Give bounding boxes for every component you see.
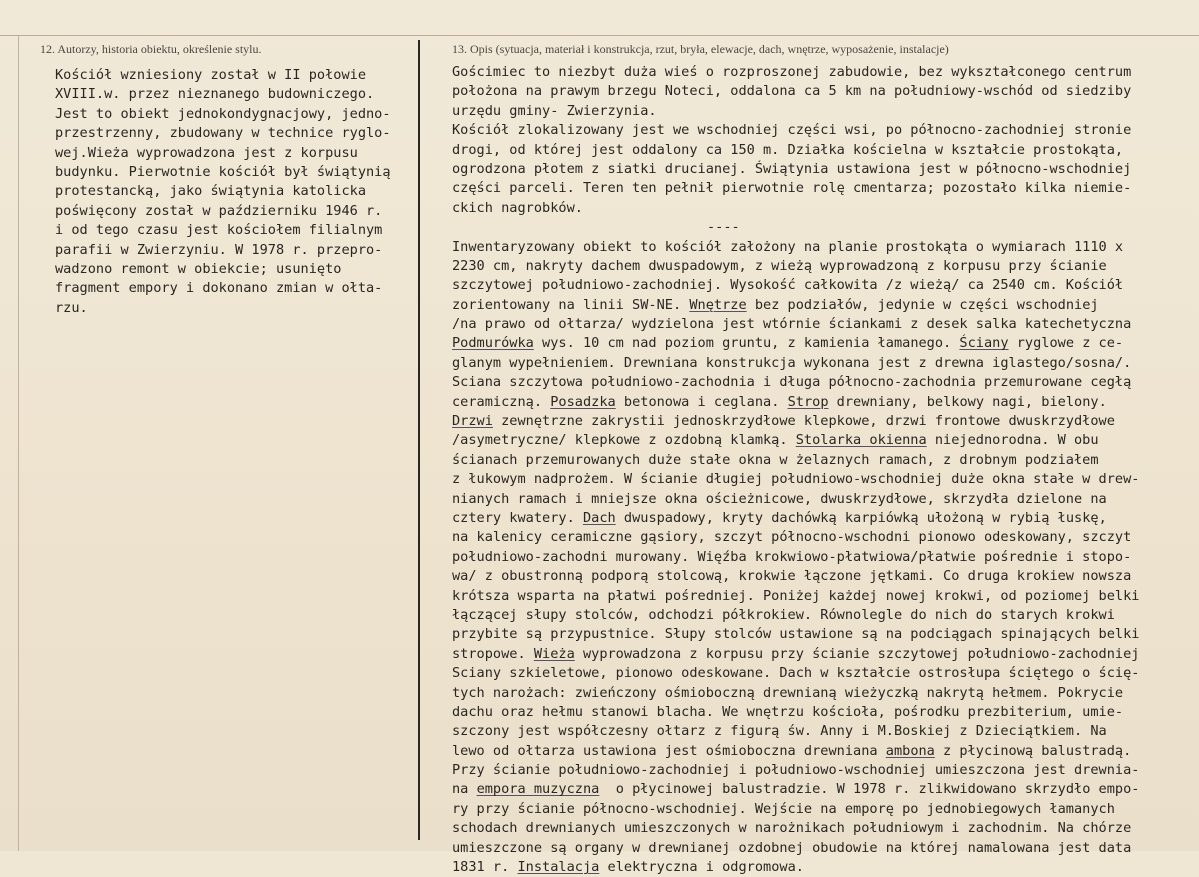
- text-line: części parceli. Teren ten pełnił pierwotnie rolę cmentarza; pozostało kilka niemie-: [452, 180, 1132, 197]
- text-line: drogi, od której jest oddalony ca 150 m. Działka kościelna w kształcie prostokąta,: [452, 141, 1124, 158]
- section-separator: ----: [707, 219, 740, 236]
- text-line: na empora muzyczna o płycinowej balustradzie. W 1978 r. zlikwidowano skrzydło empo-: [452, 781, 1140, 798]
- text-line: krótsza wsparta na płatwi pośredniej. Poniżej każdej nowej krokwi, od poziomej belki: [452, 587, 1140, 604]
- underlined-term: Ściany: [959, 335, 1009, 352]
- text-line: południowo-zachodni murowany. Więźba krokwiowo-płatwiowa/płatwie pośrednie i stopo-: [452, 548, 1132, 565]
- section-12-text: [55, 66, 391, 318]
- text-line: glanym wypełnieniem. Drewniana konstrukcja wykonana jest z drewna iglastego/sosna/.: [452, 354, 1132, 371]
- text-line: /na prawo od ołtarza/ wydzielona jest wtórnie ściankami z desek salka katechetyczna: [452, 316, 1132, 333]
- text-line: wa/ z obustronną podporą stolcową, krokwie łączone jętkami. Co druga krokiew nowsza: [452, 568, 1132, 585]
- text-line: nianych ramach i mniejsze okna ościeżnicowe, dwuskrzydłowe, skrzydła dzielone na: [452, 490, 1107, 507]
- text-line: Sciana szczytowa południowo-zachodnia i długa północno-zachodnia przemurowane cegłą: [452, 374, 1132, 391]
- text-line: rzu.: [55, 299, 88, 316]
- section-13-heading: 13. Opis (sytuacja, materiał i konstrukcja, rzut, bryła, elewacje, dach, wnętrze, wyposażenie, instalacje): [452, 42, 949, 56]
- text-line: Podmurówka wys. 10 cm nad poziom gruntu, z kamienia łamanego. Ściany ryglowe z ce-: [452, 335, 1124, 352]
- text-line: ry przy ścianie północno-wschodniej. Wejście na emporę po jednobiegowych łamanych: [452, 800, 1115, 817]
- text-line: schodach drewnianych umieszczonych w narożnikach południowym i zachodnim. Na chórze: [452, 820, 1132, 837]
- text-line: łączącej słupy stolców, odchodzi półkrokiew. Równolegle do nich do starych krokwi: [452, 606, 1115, 623]
- left-margin-line: [18, 36, 19, 851]
- text-line: wadzono remont w obiekcie; usunięto: [55, 260, 342, 277]
- text-line: z łukowym nadprożem. W ścianie długiej południowo-wschodniej duże okna stałe w drew-: [452, 471, 1140, 488]
- text-line: budynku. Pierwotnie kościół był świątynią: [55, 163, 391, 180]
- text-line: Drzwi zewnętrzne zakrystii jednoskrzydłowe klepkowe, drzwi frontowe dwuskrzydłowe: [452, 413, 1115, 430]
- text-line: poświęcony został w październiku 1946 r.: [55, 202, 383, 219]
- text-line: Inwentaryzowany obiekt to kościół założony na planie prostokąta o wymiarach 1110 x: [452, 238, 1124, 255]
- underlined-term: Podmurówka: [452, 335, 534, 352]
- text-line: /asymetryczne/ klepkowe z ozdobną klamką. Stolarka okienna niejednorodna. W obu: [452, 432, 1099, 449]
- text-line: wej.Wieża wyprowadzona jest z korpusu: [55, 144, 358, 161]
- text-line: położona na prawym brzegu Noteci, oddalona ca 5 km na południowy-wschód od siedziby: [452, 83, 1132, 100]
- text-line: ckich nagrobków.: [452, 199, 583, 216]
- text-line: fragment empory i dokonano zmian w ołta-: [55, 280, 383, 297]
- text-line: 1831 r. Instalacja elektryczna i odgromowa.: [452, 859, 804, 876]
- underlined-term: Strop: [787, 393, 829, 410]
- text-line: tych narożach: zwieńczony ośmioboczną drewnianą wieżyczką nakrytą hełmem. Pokrycie: [452, 684, 1124, 701]
- text-line: ceramiczną. Posadzka betonowa i ceglana. Strop drewniany, belkowy nagi, bielony.: [452, 393, 1107, 410]
- text-line: XVIII.w. przez nieznanego budowniczego.: [55, 86, 375, 103]
- text-line: Przy ścianie południowo-zachodniej i południowo-wschodniej umieszczona jest drewnia-: [452, 762, 1140, 779]
- text-line: protestancką, jako świątynia katolicka: [55, 183, 366, 200]
- text-line: umieszczone są organy w drewnianej ozdobnej obudowie na której namalowana jest data: [452, 839, 1132, 856]
- underlined-term: empora muzyczna: [476, 781, 600, 798]
- text-line: dachu oraz hełmu stanowi blacha. We wnętrzu kościoła, pośrodku prezbiterium, umie-: [452, 703, 1124, 720]
- underlined-term: Wnętrze: [689, 296, 747, 313]
- underlined-term: Stolarka okienna: [795, 432, 927, 449]
- underlined-term: ambona: [885, 742, 935, 759]
- text-line: stropowe. Wieża wyprowadzona z korpusu przy ścianie szczytowej południowo-zachodniej: [452, 645, 1140, 662]
- text-line: Sciany szkieletowe, pionowo odeskowane. Dach w kształcie ostrosłupa ściętego o ścię-: [452, 665, 1140, 682]
- text-line: Kościół zlokalizowany jest we wschodniej części wsi, po północno-zachodniej stronie: [452, 122, 1132, 139]
- underlined-term: Posadzka: [550, 393, 616, 410]
- section-13-text: [452, 63, 1139, 877]
- column-divider: [418, 40, 420, 840]
- text-line: szczony jest współczesny ołtarz z figurą św. Anny i M.Boskiej z Dzieciątkiem. Na: [452, 723, 1107, 740]
- text-line: Kościół wzniesiony został w II połowie: [55, 67, 366, 83]
- text-line: przestrzenny, zbudowany w technice ryglo-: [55, 125, 391, 142]
- text-line: i od tego czasu jest kościołem filialnym: [55, 222, 383, 239]
- text-line: lewo od ołtarza ustawiona jest ośmioboczna drewniana ambona z płycinową balustradą.: [452, 742, 1132, 759]
- underlined-term: Dach: [582, 509, 616, 526]
- text-line: szczytowej południowo-zachodniej. Wysokość całkowita /z wieżą/ ca 2540 cm. Kościół: [452, 277, 1124, 294]
- text-line: 2230 cm, nakryty dachem dwuspadowym, z wieżą wyprowadzoną z korpusu przy ścianie: [452, 257, 1107, 274]
- text-line: ścianach przemurowanych duże stałe okna w żelaznych ramach, z drobnym podziałem: [452, 451, 1099, 468]
- text-line: cztery kwatery. Dach dwuspadowy, kryty dachówką karpiówką ułożoną w rybią łuskę,: [452, 509, 1107, 526]
- underlined-term: Wieża: [533, 645, 575, 662]
- text-line: Gościmiec to niezbyt duża wieś o rozproszonej zabudowie, bez wykształconego centrum: [452, 64, 1132, 80]
- text-line: parafii w Zwierzyniu. W 1978 r. przepro-: [55, 241, 383, 258]
- text-line: urzędu gminy- Zwierzynia.: [452, 102, 657, 119]
- underlined-term: Drzwi: [452, 413, 493, 430]
- text-line: zorientowany na linii SW-NE. Wnętrze bez podziałów, jedynie w części wschodniej: [452, 296, 1099, 313]
- underlined-term: Instalacja: [517, 859, 600, 876]
- text-line: ogrodzona płotem z siatki drucianej. Świątynia ustawiona jest w północno-wschodniej: [452, 160, 1132, 177]
- text-line: Jest to obiekt jednokondygnacjowy, jedno-: [55, 105, 391, 122]
- text-line: przybite są przypustnice. Słupy stolców ustawione są na podciągach spinających belki: [452, 626, 1140, 643]
- section-12-heading: 12. Autorzy, historia obiektu, określenie stylu.: [40, 42, 262, 56]
- text-line: na kalenicy ceramiczne gąsiory, szczyt północno-wschodni pionowo odeskowany, szczyt: [452, 529, 1132, 546]
- top-rule: [0, 35, 1199, 36]
